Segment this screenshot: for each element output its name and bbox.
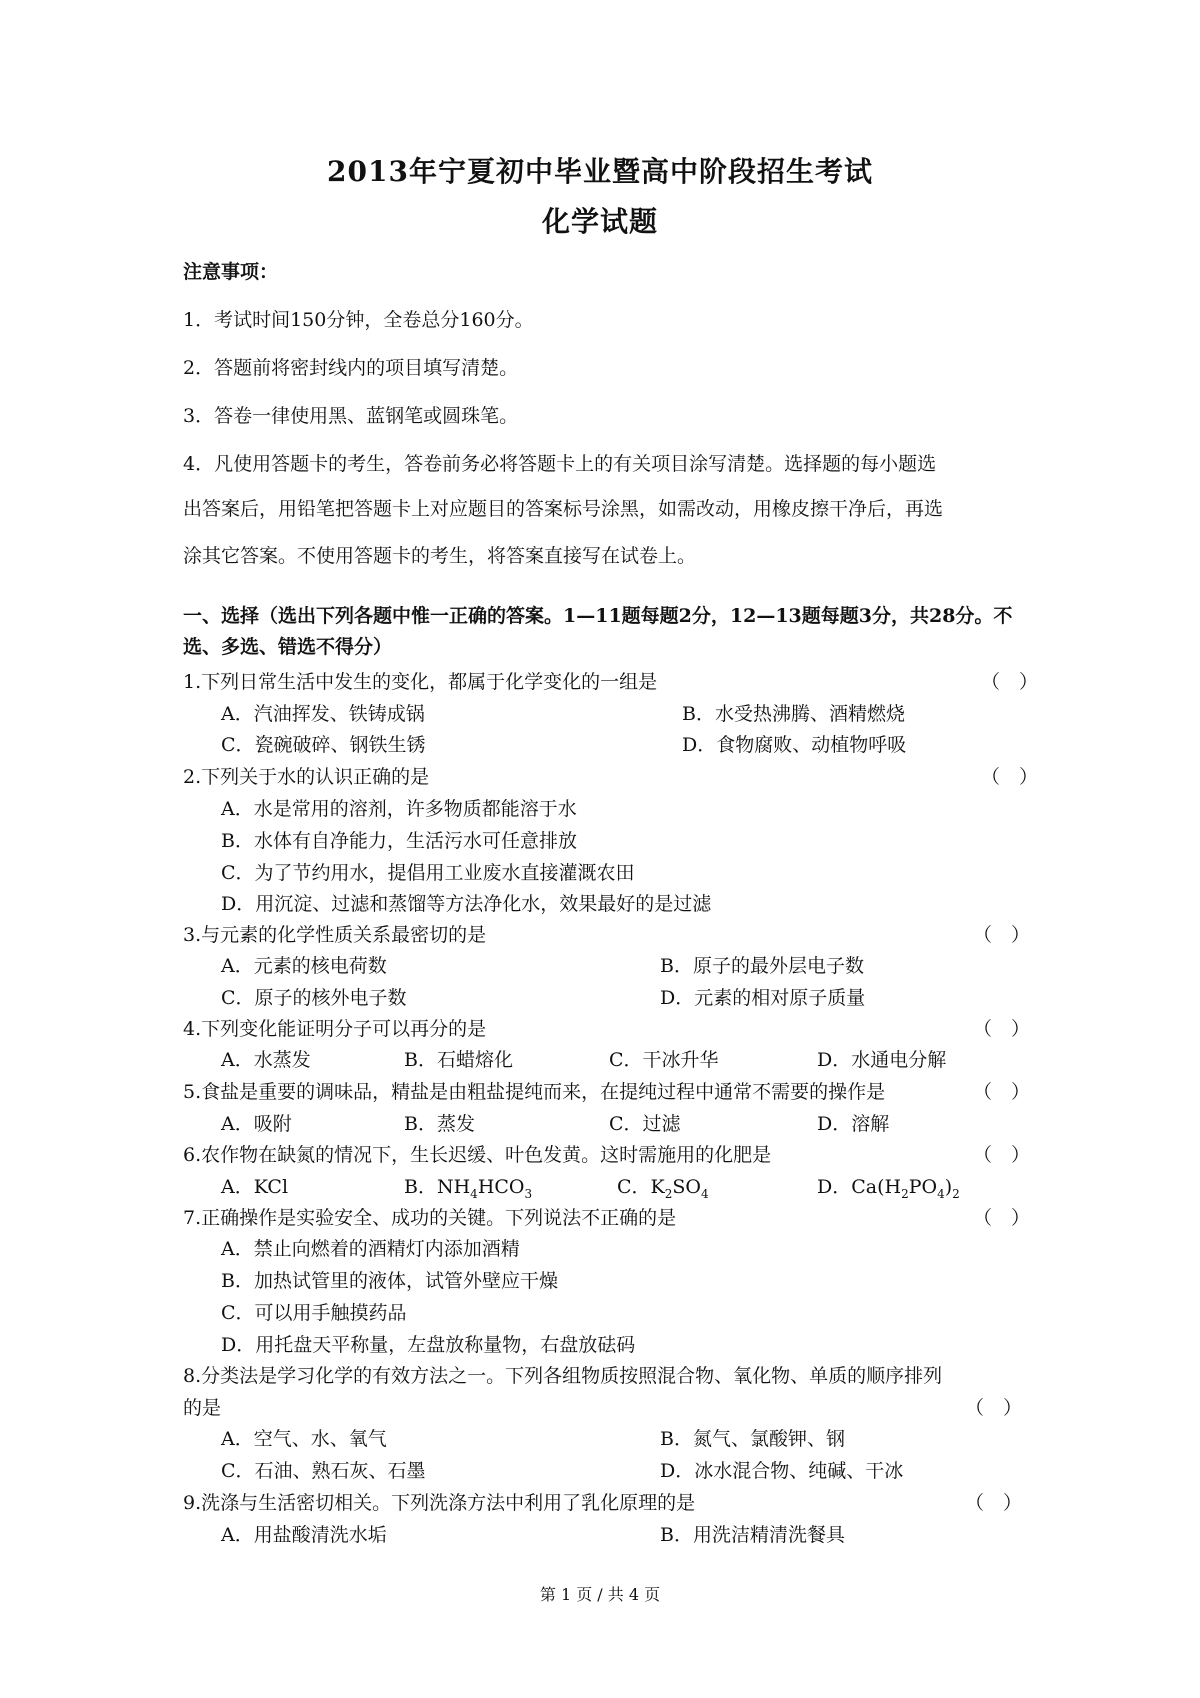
option-b xyxy=(404,1172,532,1201)
option-a: A．元素的核电荷数 xyxy=(221,955,387,977)
option-a: A．KCl xyxy=(221,1176,289,1198)
answer-paren: （ ） xyxy=(973,1207,1031,1229)
answer-paren: （ ） xyxy=(973,924,1031,946)
option-d: D．元素的相对原子质量 xyxy=(660,987,866,1009)
question-4-stem: 4.下列变化能证明分子可以再分的是 xyxy=(183,1018,487,1040)
formula-subscript: 2 xyxy=(664,1186,673,1201)
answer-paren: （ ） xyxy=(965,1492,1023,1514)
question-6-stem: 6.农作物在缺氮的情况下，生长迟缓、叶色发黄。这时需施用的化肥是 xyxy=(183,1144,772,1166)
option-c: C．为了节约用水，提倡用工业废水直接灌溉农田 xyxy=(221,862,635,884)
formula-text: D．Ca(H xyxy=(817,1176,902,1198)
answer-paren: （ ） xyxy=(973,1081,1031,1103)
formula-subscript: 4 xyxy=(470,1186,478,1201)
option-d: D．用托盘天平称量，左盘放称量物，右盘放砝码 xyxy=(221,1334,636,1356)
formula-text: SO xyxy=(672,1176,701,1198)
notice-item: 涂其它答案。不使用答题卡的考生，将答案直接写在试卷上。 xyxy=(183,545,697,567)
option-c: C．瓷碗破碎、钢铁生锈 xyxy=(221,734,426,756)
formula-subscript: 4 xyxy=(700,1186,709,1201)
answer-paren: （ ） xyxy=(965,1397,1023,1419)
notice-heading: 注意事项： xyxy=(183,261,279,283)
option-d: D．用沉淀、过滤和蒸馏等方法净化水，效果最好的是过滤 xyxy=(221,893,712,915)
formula-text: HCO xyxy=(477,1176,525,1198)
option-b: B．蒸发 xyxy=(404,1113,475,1135)
option-c: C．过滤 xyxy=(609,1113,681,1135)
option-a: A．水是常用的溶剂，许多物质都能溶于水 xyxy=(221,798,577,820)
option-b: B．原子的最外层电子数 xyxy=(660,955,864,977)
exam-subtitle: 化学试题 xyxy=(541,205,658,238)
option-c: C．可以用手触摸药品 xyxy=(221,1302,407,1324)
question-5-stem: 5.食盐是重要的调味品，精盐是由粗盐提纯而来，在提纯过程中通常不需要的操作是 xyxy=(183,1081,886,1103)
option-c xyxy=(617,1172,709,1201)
question-8-stem: 8.分类法是学习化学的有效方法之一。下列各组物质按照混合物、氧化物、单质的顺序排列 xyxy=(183,1365,943,1387)
exam-title: 2013年宁夏初中毕业暨高中阶段招生考试 xyxy=(327,155,873,188)
answer-paren: （ ） xyxy=(981,766,1039,788)
option-d: D．冰水混合物、纯碱、干冰 xyxy=(660,1460,904,1482)
section-title: 一、选择（选出下列各题中惟一正确的答案。1—11题每题2分，12—13题每题3分，共28分。不选、多选、错选不得分） xyxy=(183,605,1013,658)
option-d: D．水通电分解 xyxy=(817,1049,947,1071)
option-b: B．水受热沸腾、酒精燃烧 xyxy=(682,703,905,725)
option-d: D．食物腐败、动植物呼吸 xyxy=(682,734,907,756)
option-c: C．原子的核外电子数 xyxy=(221,987,407,1009)
formula-text: PO xyxy=(908,1176,938,1198)
option-a: A．空气、水、氧气 xyxy=(221,1428,387,1450)
formula-text: ) xyxy=(944,1176,953,1198)
formula-subscript: 4 xyxy=(937,1186,945,1201)
question-2-stem: 2.下列关于水的认识正确的是 xyxy=(183,766,430,788)
notice-item: 3．答卷一律使用黑、蓝钢笔或圆珠笔。 xyxy=(183,405,519,427)
notice-item: 1．考试时间150分钟，全卷总分160分。 xyxy=(183,309,534,331)
question-3-stem: 3.与元素的化学性质关系最密切的是 xyxy=(183,924,487,946)
question-7-stem: 7.正确操作是实验安全、成功的关键。下列说法不正确的是 xyxy=(183,1207,677,1229)
notice-item: 2．答题前将密封线内的项目填写清楚。 xyxy=(183,357,519,379)
option-a: A．用盐酸清洗水垢 xyxy=(221,1524,387,1546)
notice-item: 4．凡使用答题卡的考生，答卷前务必将答题卡上的有关项目涂写清楚。选择题的每小题选 xyxy=(183,453,937,475)
question-9-stem: 9.洗涤与生活密切相关。下列洗涤方法中利用了乳化原理的是 xyxy=(183,1492,696,1514)
option-d: D．溶解 xyxy=(817,1113,890,1135)
answer-paren: （ ） xyxy=(973,1018,1031,1040)
option-c: C．石油、熟石灰、石墨 xyxy=(221,1460,426,1482)
option-b: B．用洗洁精清洗餐具 xyxy=(660,1524,845,1546)
page-footer: 第 1 页 / 共 4 页 xyxy=(539,1585,661,1604)
formula-subscript: 2 xyxy=(901,1186,909,1201)
answer-paren: （ ） xyxy=(973,1144,1031,1166)
answer-paren: （ ） xyxy=(981,671,1039,693)
option-a: A．汽油挥发、铁铸成锅 xyxy=(221,703,425,725)
option-b: B．石蜡熔化 xyxy=(404,1049,513,1071)
option-d xyxy=(817,1172,960,1201)
formula-subscript: 2 xyxy=(952,1186,960,1201)
option-c: C．干冰升华 xyxy=(609,1049,719,1071)
option-b: B．水体有自净能力，生活污水可任意排放 xyxy=(221,830,577,852)
formula-subscript: 3 xyxy=(524,1186,533,1201)
option-b: B．加热试管里的液体，试管外壁应干燥 xyxy=(221,1270,558,1292)
formula-text: C．K xyxy=(617,1176,665,1198)
option-a: A．吸附 xyxy=(221,1113,292,1135)
question-8-stem-cont: 的是 xyxy=(183,1397,222,1419)
option-a: A．禁止向燃着的酒精灯内添加酒精 xyxy=(221,1238,520,1260)
formula-text: B．NH xyxy=(404,1176,471,1198)
notice-item: 出答案后，用铅笔把答题卡上对应题目的答案标号涂黑，如需改动，用橡皮擦干净后，再选 xyxy=(183,498,944,520)
question-1-stem: 1.下列日常生活中发生的变化，都属于化学变化的一组是 xyxy=(183,671,658,693)
option-b: B．氮气、氯酸钾、钢 xyxy=(660,1428,845,1450)
option-a: A．水蒸发 xyxy=(221,1049,311,1071)
